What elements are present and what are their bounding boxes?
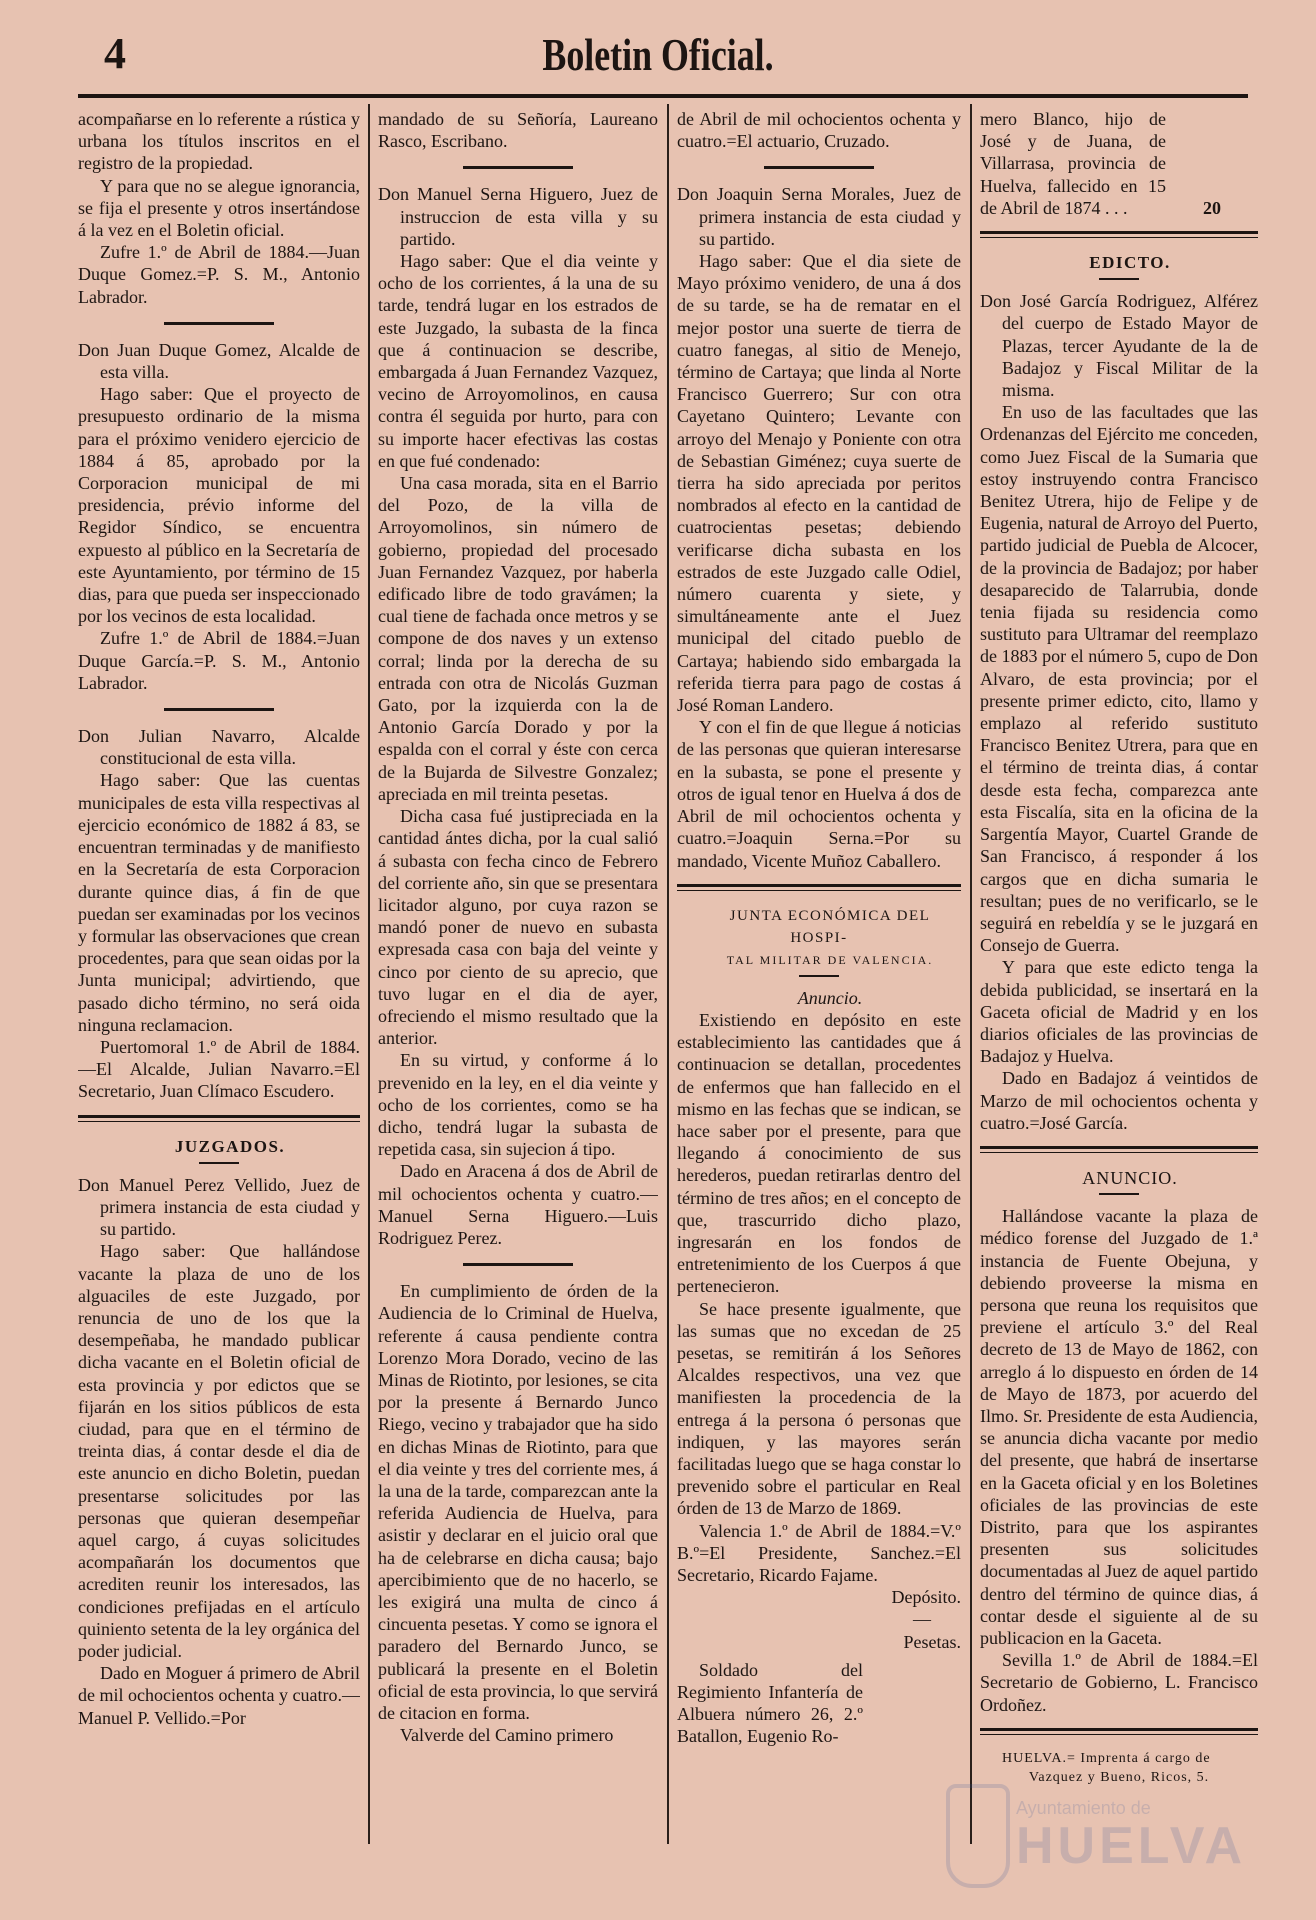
separator [1099, 278, 1139, 280]
paragraph: Hago saber: Que el dia veinte y ocho de los corrientes, á la una de su tarde, tendrá lugar en los estrados de este Juzgado, la subasta de la finca que á continuacion se describe, embargada á Juan Fernandez Vazquez, vecino de Arroyomolinos, en causa contra él seguida por hurto, para con su importe hacer efectivas las costas en que fué condenado: [378, 251, 658, 471]
signature: Puertomoral 1.º de Abril de 1884.—El Alcalde, Julian Navarro.=El Secretario, Juan Clímaco Escudero. [78, 1036, 360, 1102]
section-title-continued: TAL MILITAR DE VALENCIA. [726, 952, 934, 967]
watermark-line-1: Ayuntamiento de [1016, 1798, 1151, 1818]
paragraph: Y con el fin de que llegue á noticias de las personas que quieran interesarse en la subasta, se pone el presente y otros de igual tenor en Huelva á dos de Abril de mil ochocientos ochenta y cuatro.=Joaquin Serna.=Por su mandado, Vicente Muñoz Caballero. [677, 717, 961, 871]
paragraph: Y para que no se alegue ignorancia, se fija el presente y otros insertándose á la vez en el Boletin oficial. [78, 175, 360, 241]
column-divider [368, 104, 370, 1844]
notice-heading: Don Manuel Perez Vellido, Juez de primera instancia de esta ciudad y su partido. [78, 1174, 360, 1240]
double-rule [677, 884, 961, 891]
deposit-entry-text: Soldado del Regimiento Infantería de Albuera número 26, 2.º Batallon, Eugenio Ro- [677, 1659, 863, 1747]
paragraph: Hago saber: Que hallándose vacante la plaza de uno de los alguaciles de este Juzgado, por renuncia de uno de los que la desempeñaba, he mandado publicar dicha vacante en el Boletin oficial de esta provincia y por edictos que se fijarán en los sitios públicos de esta ciudad, para que en el término de treinta dias, á contar desde el dia de este anuncio en dicho Boletin, puedan presentarse solicitudes por las personas que quieran desempeñar aquel cargo, á cuyas solicitudes acompañarán los documentos que acrediten reunir los interesados, las condiciones prefijadas en el artículo quiniento setenta de la ley orgánica del poder judicial. [78, 1241, 360, 1661]
separator [764, 166, 874, 169]
paragraph: Hallándose vacante la plaza de médico forense del Juzgado de 1.ª instancia de Fuente Obejuna, y debiendo proveerse la misma en persona que reuna los requisitos que previene el artículo 3.º del Real decreto de 13 de Mayo de 1862, con arreglo á lo dispuesto en órden de 14 de Mayo de 1873, por acuerdo del Ilmo. Sr. Presidente de esta Audiencia, se anuncia dicha vacante por medio del presente, que habrá de insertarse en la Gaceta oficial y en los Boletines oficiales de las provincias de este Distrito, para que los aspirantes presenten sus solicitudes documentadas al Juez de aquel partido dentro del término de quince dias, á contar desde el siguiente al de su publicacion en la Gaceta. [980, 1206, 1258, 1648]
separator [799, 975, 839, 977]
paragraph: Se hace presente igualmente, que las sumas que no excedan de 25 pesetas, se remitirán á los Señores Alcaldes respectivos, una vez que manifiesten la procedencia de la entrega á la persona ó personas que indiquen, y las mayores serán facilitadas luego que se haga constar lo prevenido sobre el particular en Real órden de 13 de Marzo de 1869. [677, 1298, 961, 1519]
paragraph: Hago saber: Que el dia siete de Mayo próximo venidero, de una á dos de su tarde, se ha de rematar en el mejor postor una suerte de tierra de cuatro fanegas, al sitio de Menejo, término de Cartaya; que linda al Norte Francisco Guerrero; Sur con otra Cayetano Quintero; Levante con arroyo del Menajo y Poniente con otra de Sebastian Giménez; cuya suerte de tierra ha sido apreciada por peritos nombrados al efecto en la cantidad de cuatrocientas pesetas; debiendo verificarse dicha subasta en los estrados de este Juzgado calle Odiel, número cuarenta y siete, y simultáneamente ante el Juez municipal del citado pueblo de Cartaya; habiendo sido embargada la referida tierra para pago de costas á José Roman Landero. [677, 251, 961, 716]
paragraph: En su virtud, y conforme á lo prevenido en la ley, en el dia veinte y ocho de los corrientes, como se ha dicho, tendrá lugar la subasta de repetida casa, sin sujecion á tipo. [378, 1050, 658, 1160]
notice-heading: Don Manuel Serna Higuero, Juez de instruccion de esta villa y su partido. [378, 184, 658, 249]
paragraph: Valverde del Camino primero [400, 1725, 614, 1746]
paragraph: En cumplimiento de órden de la Audiencia de lo Criminal de Huelva, referente á causa pendiente contra Lorenzo Mora Dorado, vecino de las Minas de Riotinto, por lesiones, se cita por la presente á Bernardo Junco Riego, vecino y trabajador que ha sido en dichas Minas de Riotinto, para que el dia veinte y tres del corriente mes, á la una de la tarde, comparezcan ante la referida Audiencia de Huelva, para asistir y declarar en el juicio oral que ha de celebrarse en dicha causa; bajo apercibimiento que de no hacerlo, se les exigirá una multa de cinco á cincuenta pesetas. Y como se ignora el paradero del Bernardo Junco, se publicará la presente en el Boletin oficial de esta provincia, lo que servirá de citacion en forma. [378, 1281, 658, 1724]
paragraph: Hago saber: Que el proyecto de presupuesto ordinario de la misma para el próximo venidero ejercicio de 1884 á 85, aprobado por la Corporacion municipal de mi presidencia, prévio informe del Regidor Síndico, se encuentra expuesto al público en la Secretaría de este Ayuntamiento, por término de 15 dias, para que pueda ser inspeccionado por los vecinos de esta localidad. [78, 384, 360, 627]
deposit-entry-text: mero Blanco, hijo de José y de Juana, de Villarrasa, provincia de Huelva, fallecido en 15 de Abril de 1874 . . . [980, 109, 1166, 218]
paragraph: mandado de su Señoría, Laureano Rasco, Escribano. [378, 109, 658, 152]
paragraph: de Abril de mil ochocientos ochenta y cuatro.=El actuario, Cruzado. [677, 109, 961, 152]
separator [1099, 1193, 1139, 1195]
deposit-entry [677, 1659, 961, 1748]
signature: Dado en Aracena á dos de Abril de mil ochocientos ochenta y cuatro.—Manuel Serna Higuero.—Luis Rodriguez Perez. [378, 1161, 658, 1248]
signature: Zufre 1.º de Abril de 1884.=Juan Duque García.=P. S. M., Antonio Labrador. [78, 628, 360, 693]
deposit-dash: — [913, 1609, 931, 1630]
double-rule [980, 1146, 1258, 1153]
notice-heading: Don Joaquin Serna Morales, Juez de primera instancia de esta ciudad y su partido. [677, 184, 961, 249]
paragraph: Y para que este edicto tenga la debida publicidad, se insertará en la Gaceta oficial de Madrid y en los diarios oficiales de las provincias de Badajoz y Huelva. [980, 957, 1258, 1067]
double-rule [78, 1115, 360, 1122]
separator [463, 1263, 573, 1266]
column-divider [667, 104, 669, 1844]
paragraph: Hago saber: Que las cuentas municipales de esta villa respectivas al ejercicio económico de 1882 á 83, se encuentran terminadas y de manifiesto en la Secretaría de esta Corporacion durante quince dias, á fin de que puedan ser examinadas por los vecinos y formular las observaciones que crean procedentes, para que sean oidas por la Junta municipal; advirtiendo, que pasado dicho término, no será oida ninguna reclamacion. [78, 770, 360, 1035]
paragraph: acompañarse en lo referente a rústica y urbana los títulos inscritos en el registro de la propiedad. [78, 109, 360, 174]
column-2 [378, 108, 658, 1848]
section-title: JUZGADOS. [174, 1136, 286, 1156]
paragraph: Existiendo en depósito en este establecimiento las cantidades que á continuacion se detallan, procedentes de enfermos que han fallecido en el mismo en las fechas que se indican, se hace saber por el presente, para que llegando á conocimiento de sus herederos, puedan retirarlas dentro del término de tres años; en el concepto de que, trascurrido dicho plazo, ingresarán en los fondos de entretenimiento de los Cuerpos á que pertenecieron. [677, 1009, 961, 1297]
notice-heading: Don José García Rodriguez, Alférez del cuerpo de Estado Mayor de Plazas, tercer Ayudante de la de Badajoz y Fiscal Militar de la misma. [980, 291, 1258, 401]
column-divider [970, 104, 972, 1844]
deposit-entry [980, 108, 1258, 219]
notice-heading: Don Julian Navarro, Alcalde constitucional de esta villa. [78, 726, 360, 769]
double-rule [980, 1728, 1258, 1735]
double-rule [980, 231, 1258, 238]
page-title: Boletin Oficial. [542, 29, 774, 80]
printer-imprint: HUELVA.= Imprenta á cargo de [1002, 1750, 1211, 1766]
section-title: JUNTA ECONÓMICA DEL HOSPI- [729, 907, 931, 946]
section-title: ANUNCIO. [1082, 1167, 1178, 1188]
deposit-label: Depósito. [891, 1587, 961, 1608]
signature: Dado en Badajoz á veintidos de Marzo de mil ochocientos ochenta y cuatro.=José García. [980, 1068, 1258, 1133]
column-3 [677, 108, 961, 1848]
crest-icon [946, 1784, 1010, 1888]
printer-imprint-address: Vazquez y Bueno, Ricos, 5. [1028, 1769, 1210, 1785]
separator [164, 322, 274, 325]
paragraph: Una casa morada, sita en el Barrio del Pozo, de la villa de Arroyomolinos, sin número de gobierno, propiedad del procesado Juan Fernandez Vazquez, por haberla edificado libre de todo gravámen; la cual tiene de fachada once metros y se compone de dos naves y un extenso corral; linda por la derecha de su entrada con otra de Nicolás Guzman Gato, por la izquierda con la de Antonio García Dorado y por la espalda con el corral y éste con cerca de la Bujarda de Silvestre Gonzalez; apreciada en mil treinta pesetas. [378, 473, 658, 804]
column-4 [980, 108, 1258, 1848]
signature: Zufre 1.º de Abril de 1884.—Juan Duque Gomez.=P. S. M., Antonio Labrador. [78, 242, 360, 307]
pesetas-label: Pesetas. [903, 1631, 961, 1652]
paragraph: Dicha casa fué justipreciada en la cantidad ántes dicha, por la cual salió á subasta con fecha cinco de Febrero del corriente año, sin que se presentara licitador alguno, por cuya razon se mandó poner de nuevo en subasta expresada casa con baja del veinte y cinco por ciento de su aprecio, que tuvo lugar en el dia de ayer, ofreciendo el mismo resultado que la anterior. [378, 806, 658, 1049]
signature: Valencia 1.º de Abril de 1884.=V.º B.º=El Presidente, Sanchez.=El Secretario, Ricardo Fajame. [677, 1520, 961, 1585]
signature: Dado en Moguer á primero de Abril de mil ochocientos ochenta y cuatro.—Manuel P. Vellido.=Por [78, 1663, 360, 1728]
paragraph: En uso de las facultades que las Ordenanzas del Ejército me conceden, como Juez Fiscal de la Sumaria que estoy instruyendo contra Francisco Benitez Utrera, hijo de Felipe y de Eugenia, natural de Arroyo del Puerto, partido judicial de Puebla de Alcocer, de la provincia de Badajoz; por haber desaparecido de Talarrubia, donde tenia fijada su residencia como sustituto para Ultramar del reemplazo de 1883 por el número 5, cupo de Don Alvaro, de esta provincia; por el presente primer edicto, cito, llamo y emplazo al referido sustituto Francisco Benitez Utrera, para que en el término de treinta dias, á contar desde esta fecha, comparezca ante esta Fiscalía, sita en la oficina de la Sargentía Mayor, Cuartel Grande de San Francisco, á responder á los cargos que en dicha sumaria le resultan; pues de no verificarlo, se le seguirá en rebeldía y se le juzgará en Consejo de Guerra. [980, 402, 1258, 956]
header-rule [78, 94, 1248, 98]
watermark-line-2: HUELVA [1016, 1817, 1247, 1875]
separator [199, 1162, 239, 1164]
column-1 [78, 108, 360, 1848]
watermark [946, 1776, 1276, 1886]
section-title: EDICTO. [1089, 253, 1171, 273]
page-number: 4 [104, 29, 126, 78]
separator [164, 708, 274, 711]
announcement-label: Anuncio. [797, 987, 863, 1008]
signature: Sevilla 1.º de Abril de 1884.=El Secretario de Gobierno, L. Francisco Ordoñez. [980, 1650, 1258, 1715]
notice-heading: Don Juan Duque Gomez, Alcalde de esta villa. [78, 339, 360, 383]
deposit-amount: 20 [1203, 197, 1221, 218]
separator [463, 166, 573, 169]
